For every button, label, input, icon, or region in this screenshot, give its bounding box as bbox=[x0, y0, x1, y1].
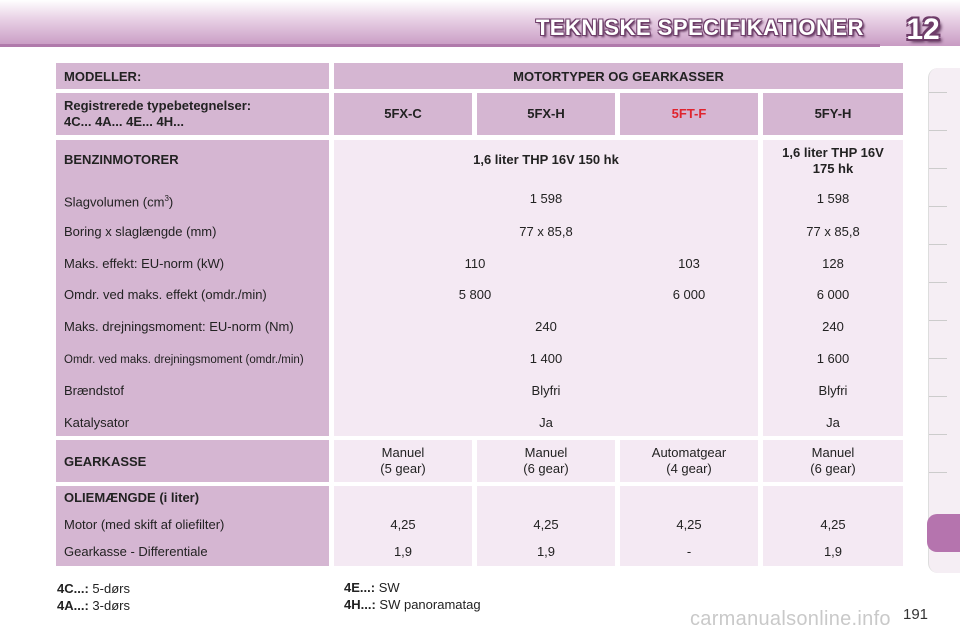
oil-value: 4,25 bbox=[533, 517, 559, 532]
chapter-tab-active[interactable] bbox=[927, 514, 960, 552]
engine-a-title: 1,6 liter THP 16V 150 hk bbox=[473, 152, 619, 167]
engines-header: MOTORTYPER OG GEARKASSER bbox=[334, 63, 903, 89]
tab-divider bbox=[929, 130, 947, 131]
gearbox-cell bbox=[763, 440, 903, 482]
legend-code: 4A...: bbox=[57, 598, 89, 613]
oil-value: 1,9 bbox=[536, 544, 556, 559]
tab-divider bbox=[929, 320, 947, 321]
oil-value: 4,25 bbox=[820, 517, 846, 532]
type-5fx-c: 5FX-C bbox=[334, 93, 472, 135]
tab-divider bbox=[929, 92, 947, 93]
spec-label-torque: Maks. drejningsmoment: EU-norm (Nm) bbox=[64, 319, 294, 334]
spec-value-b: 6 000 bbox=[816, 287, 850, 302]
gearbox-cell bbox=[620, 440, 758, 482]
gearbox-type: Manuel bbox=[381, 445, 425, 460]
gearbox-type: Automatgear bbox=[651, 445, 727, 460]
legend-code: 4C...: bbox=[57, 581, 89, 596]
gearbox-label: GEARKASSE bbox=[56, 440, 329, 482]
gearbox-type: Manuel bbox=[811, 445, 855, 460]
oil-value: 1,9 bbox=[393, 544, 413, 559]
tab-divider bbox=[929, 282, 947, 283]
spec-label-catalyst: Katalysator bbox=[64, 415, 130, 430]
page-title: TEKNISKE SPECIFIKATIONER bbox=[535, 15, 864, 40]
legend-code: 4E...: bbox=[344, 580, 376, 595]
tab-divider bbox=[929, 472, 947, 473]
oil-label: OLIEMÆNGDE (i liter) bbox=[64, 490, 200, 505]
oil-row-label-engine: Motor (med skift af oliefilter) bbox=[64, 517, 225, 532]
spec-label-torque-rpm: Omdr. ved maks. drejningsmoment (omdr./min) bbox=[64, 354, 304, 366]
spec-value-b: 240 bbox=[822, 319, 844, 334]
type-label-line1: Registrerede typebetegnelser: bbox=[64, 98, 252, 113]
type-label bbox=[56, 93, 329, 135]
superscript: 3 bbox=[164, 194, 169, 203]
gearbox-gears: (4 gear) bbox=[666, 461, 712, 476]
spec-value-b: 128 bbox=[822, 256, 844, 271]
tab-divider bbox=[929, 168, 947, 169]
watermark: carmanualsonline.info bbox=[690, 608, 891, 630]
spec-value-a: Ja bbox=[539, 415, 553, 430]
spec-value-a: 77 x 85,8 bbox=[519, 224, 573, 239]
chapter-number: 12 bbox=[906, 13, 940, 46]
spec-value-b: 1 600 bbox=[816, 351, 850, 366]
spec-value-a: Blyfri bbox=[531, 383, 561, 398]
oil-value: 4,25 bbox=[390, 517, 416, 532]
type-5fx-h: 5FX-H bbox=[477, 93, 615, 135]
header-line bbox=[0, 44, 880, 47]
oil-row-label-gearbox: Gearkasse - Differentiale bbox=[64, 544, 208, 559]
spec-label-bore: Boring x slaglængde (mm) bbox=[64, 224, 217, 239]
spec-value-a1: 110 bbox=[464, 256, 486, 271]
spec-value-a: 1 400 bbox=[529, 351, 563, 366]
spec-label-power: Maks. effekt: EU-norm (kW) bbox=[64, 256, 225, 271]
page-number: 191 bbox=[903, 606, 929, 623]
spec-label-fuel: Brændstof bbox=[64, 383, 124, 398]
gearbox-gears: (6 gear) bbox=[810, 461, 856, 476]
spec-value-a: 1 598 bbox=[529, 191, 563, 206]
tab-divider bbox=[929, 244, 947, 245]
legend-item bbox=[344, 597, 481, 613]
engine-b-title-line2: 175 hk bbox=[812, 161, 854, 176]
engine-b-title bbox=[763, 145, 903, 177]
petrol-label: BENZINMOTORER bbox=[64, 152, 179, 167]
tab-divider bbox=[929, 434, 947, 435]
spec-label-text: Slagvolumen (cm bbox=[64, 194, 165, 210]
gearbox-gears: (5 gear) bbox=[380, 461, 426, 476]
type-5ft-f: 5FT-F bbox=[620, 93, 758, 135]
chapter-tabs bbox=[928, 68, 960, 573]
legend-text: SW panoramatag bbox=[379, 597, 481, 612]
legend-text: 5-dørs bbox=[92, 581, 130, 596]
gearbox-cell bbox=[334, 440, 472, 482]
engine-b-title-line1: 1,6 liter THP 16V bbox=[782, 145, 884, 160]
legend-text: SW bbox=[378, 580, 400, 595]
legend-text: 3-dørs bbox=[92, 598, 130, 613]
spec-value-b: Blyfri bbox=[818, 383, 848, 398]
spec-value-a2: 6 000 bbox=[672, 287, 706, 302]
tab-divider bbox=[929, 358, 947, 359]
legend-code: 4H...: bbox=[344, 597, 376, 612]
spec-label-power-rpm: Omdr. ved maks. effekt (omdr./min) bbox=[64, 287, 267, 302]
spec-label-end: ) bbox=[168, 194, 174, 210]
chapter-badge bbox=[900, 10, 946, 50]
tab-divider bbox=[929, 396, 947, 397]
gearbox-cell bbox=[477, 440, 615, 482]
spec-value-b: 1 598 bbox=[816, 191, 850, 206]
type-label-line2: 4C... 4A... 4E... 4H... bbox=[64, 114, 184, 129]
spec-value-a1: 5 800 bbox=[458, 287, 492, 302]
legend-item bbox=[344, 580, 400, 596]
spec-value-b: 77 x 85,8 bbox=[806, 224, 860, 239]
gearbox-type: Manuel bbox=[524, 445, 568, 460]
tab-divider bbox=[929, 206, 947, 207]
legend-item bbox=[57, 598, 130, 614]
oil-value: 1,9 bbox=[823, 544, 843, 559]
type-5fy-h: 5FY-H bbox=[763, 93, 903, 135]
spec-label-displacement bbox=[56, 191, 329, 210]
oil-value: - bbox=[686, 544, 692, 559]
oil-value: 4,25 bbox=[676, 517, 702, 532]
legend-item bbox=[57, 581, 130, 597]
spec-value-b: Ja bbox=[826, 415, 840, 430]
spec-value-a: 240 bbox=[535, 319, 557, 334]
models-label: MODELLER: bbox=[56, 63, 329, 89]
gearbox-gears: (6 gear) bbox=[523, 461, 569, 476]
spec-value-a2: 103 bbox=[678, 256, 700, 271]
